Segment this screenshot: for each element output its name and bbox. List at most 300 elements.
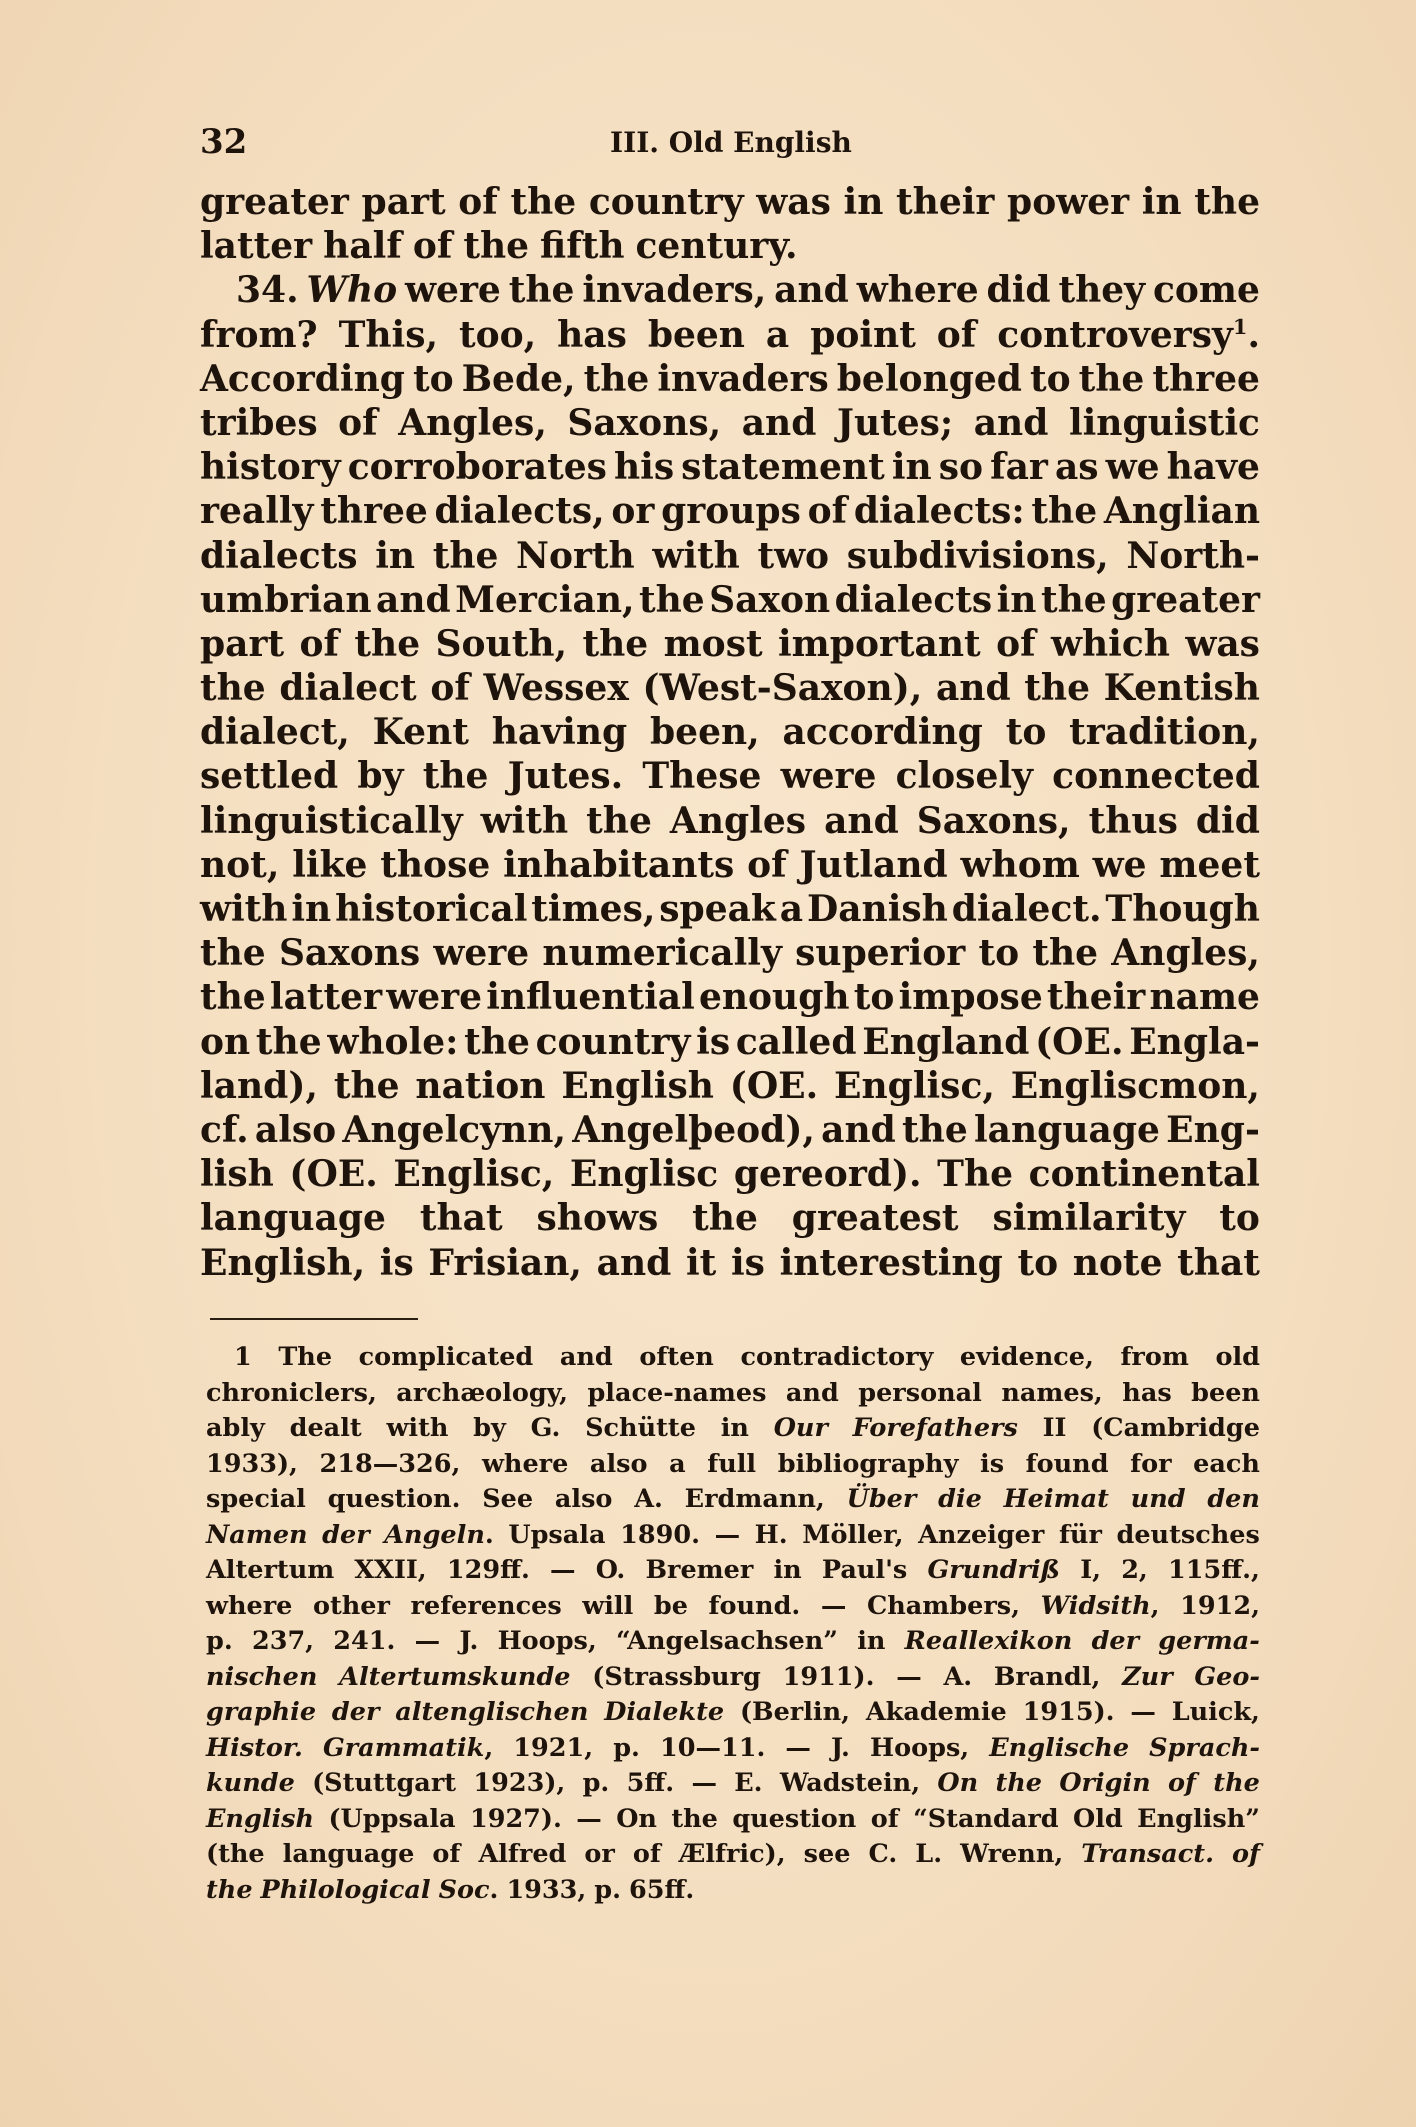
body-word: language (200, 1197, 386, 1240)
footnote-word: E. (734, 1768, 763, 1798)
body-word: century. (635, 225, 798, 268)
body-word: we (1105, 446, 1160, 489)
body-word: the (638, 578, 705, 621)
body-word: the (200, 932, 266, 975)
body-line (200, 1196, 1260, 1240)
body-word: tribes (200, 401, 318, 444)
footnote-word: Forefathers (852, 1413, 1018, 1443)
body-word: by (357, 755, 404, 798)
footnote-line (206, 1589, 1260, 1625)
footnote-line (206, 1411, 1260, 1447)
footnote-word: Erdmann, (684, 1484, 825, 1514)
footnote-word: — (691, 1768, 717, 1798)
body-word: the (583, 357, 650, 400)
footnote-line (206, 1376, 1260, 1412)
body-word: meet (1159, 843, 1260, 886)
footnote-word: die (938, 1484, 982, 1514)
footnote-word: question (732, 1803, 857, 1834)
footnote-word: H. (754, 1519, 788, 1550)
body-word: their (1046, 976, 1146, 1019)
body-word: speak (659, 888, 776, 930)
body-word: of (412, 225, 453, 268)
body-word: gereord). (733, 1153, 922, 1196)
body-line (200, 666, 1260, 710)
footnotes (206, 1340, 1260, 1908)
body-word: invaders (657, 357, 829, 400)
body-word: 34. (236, 269, 299, 312)
body-line (200, 357, 1260, 401)
footnote-word: Möller, (802, 1519, 904, 1550)
body-word: Angles, (1111, 932, 1260, 975)
footnote-word: 5ff. (626, 1768, 675, 1798)
footnote-word: (Uppsala (328, 1803, 456, 1834)
body-word: part (361, 181, 446, 223)
footnote-line (206, 1837, 1260, 1873)
body-word: in (891, 446, 932, 489)
body-word: three (320, 490, 428, 533)
footnote-word: personal (858, 1377, 982, 1408)
footnote-word: 241. (333, 1626, 396, 1656)
footnote-word: the (671, 1803, 718, 1834)
footnote-word: (Stuttgart (312, 1768, 457, 1798)
body-word: or (611, 490, 655, 533)
footnote-word: Dialekte (604, 1697, 725, 1727)
body-word: not, (200, 843, 280, 886)
footnote-word: p. (582, 1768, 610, 1798)
footnote-word: nischen (206, 1661, 318, 1692)
footnote-word: of (632, 1839, 661, 1869)
footnote-line (206, 1340, 1260, 1376)
footnote-word: See (482, 1484, 534, 1514)
body-word: of (458, 181, 498, 223)
body-word: Englisc, (834, 1064, 995, 1107)
body-word: to (412, 357, 454, 400)
footnote-word: kunde (206, 1768, 295, 1798)
footnote-word: Transact. (1081, 1839, 1214, 1869)
footnote-word: Reallexikon (904, 1626, 1073, 1656)
footnote-word: deutsches (1116, 1519, 1260, 1550)
body-word: similarity (992, 1197, 1186, 1240)
footnote-word: Angeln. (384, 1519, 494, 1550)
footnote-word: Sprach- (1149, 1732, 1260, 1763)
body-word: interesting (779, 1241, 1003, 1284)
footnote-word: Upsala (508, 1519, 606, 1550)
footnote-word: 1890. (620, 1519, 700, 1550)
body-word: Saxons, (916, 799, 1071, 842)
footnote-word: den (1207, 1484, 1260, 1514)
body-word: the (582, 622, 649, 665)
body-word: important (778, 622, 981, 665)
body-word: Mercian, (455, 578, 635, 621)
body-word: having (491, 711, 628, 754)
footnote-word: G. (530, 1413, 561, 1443)
body-word: South, (435, 622, 568, 665)
footnote-word: “Standard (913, 1803, 1059, 1834)
body-word: it (685, 1241, 717, 1284)
body-word: subdivisions, (846, 534, 1109, 577)
footnote-word: graphie (206, 1697, 317, 1727)
body-word: and (973, 401, 1049, 444)
body-word: and (824, 799, 899, 842)
body-word: Danish (806, 888, 948, 930)
body-word: and (741, 401, 817, 444)
body-word: the (1031, 490, 1098, 533)
footnote-word: the (206, 1874, 253, 1905)
body-word: with (480, 799, 569, 842)
body-word: of (299, 622, 339, 665)
footnote-word: see (803, 1839, 851, 1869)
body-word: that (1177, 1241, 1260, 1284)
body-word: to (1029, 357, 1071, 400)
footnote-word: XXII, (354, 1555, 427, 1585)
body-word: the (1032, 932, 1099, 975)
body-word: latter (200, 225, 313, 268)
body-word: superior (795, 932, 966, 975)
body-word: and (935, 667, 1011, 710)
footnote-word: special (206, 1484, 306, 1514)
footnote-word: 65ff. (629, 1874, 695, 1905)
footnote-word: Englische (989, 1732, 1130, 1763)
footnote-word: 1 (234, 1342, 252, 1372)
body-word: the (510, 181, 577, 223)
footnote-word: references (410, 1590, 562, 1621)
footnote-word: germa- (1158, 1626, 1260, 1656)
footnote-line (206, 1447, 1260, 1483)
body-word: England (862, 1020, 1030, 1063)
footnote-line (206, 1624, 1260, 1660)
body-word: Eng- (1166, 1108, 1260, 1151)
footnote-word: 115ff., (1167, 1555, 1260, 1585)
footnote-word: full (707, 1448, 757, 1479)
body-word: According (200, 357, 405, 400)
body-word: most (663, 622, 763, 665)
body-word: according (782, 711, 983, 754)
footnote-word: by (473, 1413, 506, 1443)
body-word: Angelþeod), (572, 1108, 815, 1151)
body-word: Kent (372, 711, 469, 754)
body-word: groups (661, 490, 801, 533)
footnote-word: also (554, 1484, 613, 1514)
body-word: to (853, 976, 895, 1019)
footnote-word: often (639, 1342, 714, 1372)
body-word: a (765, 313, 790, 356)
body-word: The (937, 1153, 1014, 1196)
body-line (200, 1020, 1260, 1064)
footnote-word: L. (915, 1839, 943, 1869)
footnote-word: ably (206, 1413, 265, 1443)
body-word: settled (200, 755, 339, 798)
body-word: two (757, 534, 830, 577)
body-word: were (780, 755, 877, 798)
body-word: cf. (200, 1108, 249, 1151)
body-word: point (810, 313, 916, 356)
body-word: did (1195, 799, 1260, 842)
body-line (200, 313, 1260, 357)
footnote-word: been (1191, 1377, 1260, 1408)
body-word: Englisc, (393, 1153, 555, 1196)
body-word: language (974, 1108, 1160, 1151)
body-word: greatest (791, 1197, 959, 1240)
body-word: have (1166, 446, 1260, 489)
footnote-word: has (1122, 1377, 1172, 1408)
footnote-word: be (653, 1590, 688, 1621)
body-word: (OE. (1035, 1020, 1124, 1063)
body-word: the (1078, 357, 1145, 400)
footnote-word: Bremer (645, 1555, 754, 1585)
body-line (200, 401, 1260, 445)
body-word: belonged (836, 357, 1022, 400)
footnote-word: and (785, 1377, 839, 1408)
body-word: times, (531, 888, 656, 930)
body-word: These (642, 755, 762, 798)
body-word: they (1058, 269, 1146, 312)
body-word: Saxons, (567, 401, 722, 444)
body-word: Who (306, 269, 398, 312)
body-word: as (1054, 446, 1099, 489)
body-word: Engliscmon, (1010, 1064, 1260, 1107)
body-word: fifth (540, 225, 625, 268)
footnote-word: J. (459, 1626, 479, 1656)
body-word: tradition, (1069, 711, 1260, 754)
footnote-word: Old (1073, 1803, 1123, 1834)
body-word: Kentish (1103, 667, 1260, 710)
body-word: inhabitants (503, 843, 735, 886)
footnote-word: English” (1137, 1803, 1260, 1834)
body-line (200, 489, 1260, 533)
footnote-word: also (589, 1448, 648, 1479)
body-word: invaders, (582, 269, 767, 312)
footnote-word: in (773, 1555, 802, 1585)
body-word: and (774, 269, 849, 312)
body-word: and (596, 1241, 672, 1284)
body-word: country (588, 181, 744, 223)
body-line (200, 578, 1260, 622)
body-word: note (1072, 1241, 1163, 1284)
body-word: Angelcynn, (342, 1108, 566, 1151)
footnote-word: or (584, 1839, 615, 1869)
body-word: Saxon (709, 578, 831, 621)
body-word: dialects, (434, 490, 605, 533)
body-word: dialect, (200, 711, 350, 754)
body-word: three (1152, 357, 1260, 400)
footnote-word: will (582, 1590, 634, 1621)
body-line (200, 534, 1260, 578)
body-line (200, 710, 1260, 754)
body-word: numerically (542, 932, 782, 975)
footnote-word: Histor. (206, 1732, 303, 1763)
body-word: was (756, 181, 831, 223)
footnote-word: C. (868, 1839, 898, 1869)
footnote-word: found. (708, 1590, 801, 1621)
footnote-word: — (414, 1626, 441, 1656)
body-word: Jutes. (507, 755, 624, 798)
body-word: their (896, 181, 995, 223)
footnote-word: — (896, 1661, 922, 1692)
body-word: the (255, 1020, 322, 1063)
body-word: nation (415, 1064, 546, 1107)
body-word: statement (681, 446, 885, 489)
body-word: the (464, 1020, 530, 1063)
footnote-word: Wadstein, (779, 1768, 921, 1798)
footnote-word: chroniclers, (206, 1377, 377, 1408)
body-word: were (386, 976, 482, 1019)
body-word: North (516, 534, 635, 577)
footnote-rule (210, 1318, 418, 1320)
footnote-word: 1923), (473, 1768, 566, 1798)
footnote-word: — (714, 1519, 741, 1550)
body-word: history (200, 446, 341, 489)
footnote-word: der (322, 1519, 370, 1550)
body-word: in (996, 578, 1037, 621)
footnote-word: O. (595, 1555, 626, 1585)
body-word: of (430, 667, 470, 710)
footnote-word: 1921, (513, 1732, 594, 1763)
footnote-word: (Berlin, (739, 1697, 851, 1727)
footnote-line (206, 1802, 1260, 1838)
body-word: connected (1052, 755, 1260, 798)
body-word: closely (895, 755, 1033, 798)
body-word: of (807, 490, 848, 533)
footnote-word: p. (206, 1626, 233, 1656)
body-word: dialects (200, 534, 358, 577)
footnote-line (206, 1873, 1260, 1909)
running-head (200, 122, 1260, 168)
footnote-word: Ælfric), (678, 1839, 786, 1869)
body-line (200, 931, 1260, 975)
body-word: impose (898, 976, 1043, 1019)
body-word: Angles, (398, 401, 547, 444)
body-word: in (375, 534, 416, 577)
footnote-word: Altertum (206, 1555, 335, 1585)
footnote-word: Widsith, (1040, 1590, 1160, 1621)
body-word: dialect (279, 667, 417, 710)
body-word: dialects (834, 578, 993, 621)
footnote-word: where (206, 1590, 293, 1621)
footnote-word: Altertumskunde (339, 1661, 571, 1692)
body-word: were (433, 932, 530, 975)
footnote-word: Wrenn, (960, 1839, 1064, 1869)
body-word: the (508, 269, 575, 312)
footnote-word: each (1193, 1448, 1260, 1479)
body-word: the (463, 225, 530, 268)
footnote-word: für (1058, 1519, 1102, 1550)
body-word: part (200, 622, 285, 665)
body-word: influential (486, 976, 695, 1019)
body-word: is (379, 1241, 414, 1284)
body-word: to (1017, 1241, 1059, 1284)
footnote-word: Grundriß (927, 1555, 1061, 1585)
footnote-word: a (669, 1448, 686, 1479)
footnote-word: Hoops, (870, 1732, 970, 1763)
footnote-word: language (282, 1839, 415, 1869)
body-text (200, 180, 1260, 1285)
footnote-word: archæology, (396, 1377, 568, 1408)
body-word: whom (960, 843, 1080, 886)
running-title: III. Old English (610, 126, 852, 159)
body-word: that (419, 1197, 503, 1240)
body-word: controversy$^1$. (997, 313, 1260, 356)
body-word: power (1007, 181, 1130, 223)
body-word: the (200, 976, 266, 1019)
body-word: the (200, 667, 266, 710)
body-word: in (1141, 181, 1182, 223)
footnote-word: 10—11. (659, 1732, 766, 1763)
footnote-word: place-names (587, 1377, 767, 1408)
footnote-line (206, 1660, 1260, 1696)
body-word: lish (200, 1153, 274, 1196)
body-word: whole: (327, 1020, 459, 1063)
body-word: so (938, 446, 984, 489)
footnote-word: altenglischen (395, 1697, 589, 1727)
body-line (200, 1241, 1260, 1285)
body-line (200, 975, 1260, 1019)
body-line (200, 180, 1260, 224)
body-word: from? (200, 313, 318, 356)
footnote-word: Schütte (585, 1413, 696, 1443)
body-word: Jutes; (836, 401, 954, 444)
footnote-word: 1912, (1180, 1590, 1260, 1621)
body-word: of (338, 401, 378, 444)
body-word: to (978, 932, 1020, 975)
body-word: latter (269, 976, 383, 1019)
footnote-word: Origin (1059, 1768, 1151, 1798)
body-word: the (1024, 667, 1090, 710)
body-word: the (422, 755, 489, 798)
body-word: is (696, 1020, 731, 1063)
body-line (200, 843, 1260, 887)
page-number: 32 (200, 122, 248, 162)
body-word: corroborates (347, 446, 607, 489)
body-word: the (1040, 578, 1107, 621)
body-word: name (1149, 976, 1260, 1019)
footnote-word: (the (206, 1839, 265, 1869)
footnote-word: 1933, (506, 1874, 587, 1905)
footnote-word: of (1232, 1839, 1260, 1869)
body-line (200, 1064, 1260, 1108)
body-word: were (405, 269, 501, 312)
footnote-word: the (995, 1768, 1043, 1798)
body-word: far (990, 446, 1048, 489)
body-line (200, 622, 1260, 666)
body-word: dialect. (951, 888, 1102, 930)
body-word: Though (1105, 888, 1260, 930)
footnote-word: 1927). (469, 1803, 562, 1834)
body-word: is (730, 1241, 765, 1284)
footnote-word: and (559, 1342, 613, 1372)
footnote-line (206, 1766, 1260, 1802)
body-word: Wessex (483, 667, 629, 710)
body-word: the (354, 622, 421, 665)
footnote-word: der (1091, 1626, 1140, 1656)
body-line (200, 224, 1260, 268)
footnote-word: 237, (251, 1626, 315, 1656)
footnote-word: 129ff. (446, 1555, 530, 1585)
body-word: Frisian, (428, 1241, 582, 1284)
footnote-word: is (980, 1448, 1005, 1479)
body-line (200, 887, 1260, 931)
footnote-word: A. (634, 1484, 663, 1514)
footnote-word: names, (1001, 1377, 1103, 1408)
body-word: did (986, 269, 1051, 312)
body-word: has (557, 313, 627, 356)
body-line (200, 1108, 1260, 1152)
body-word: thus (1088, 799, 1178, 842)
footnote-word: Namen (206, 1519, 308, 1550)
footnote-word: 218—326, (319, 1448, 461, 1479)
body-word: English, (200, 1241, 366, 1284)
footnote-word: from (1120, 1342, 1189, 1372)
footnote-word: J. (830, 1732, 850, 1763)
